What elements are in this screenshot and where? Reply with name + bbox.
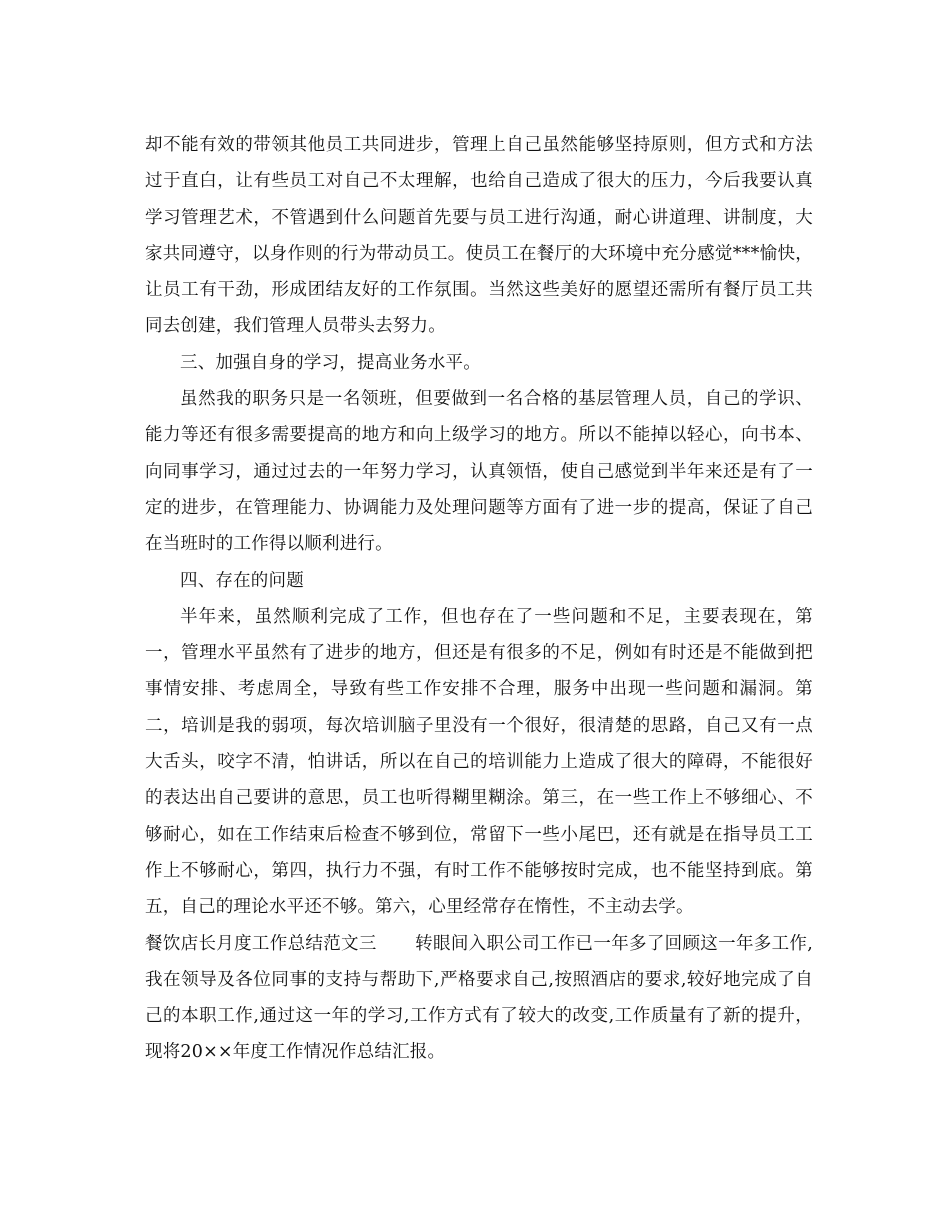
- paragraph-problems: 半年来，虽然顺利完成了工作，但也存在了一些问题和不足，主要表现在，第一，管理水平虽然有了进步的地方，但还是有很多的不足，例如有时还是不能做到把事情安排、考虑周全，导致有些工作安排不合理，服务中出现一些问题和漏洞。第二，培训是我的弱项，每次培训脑子里没有一个很好，很清楚的思路，自己又有一点大舌头，咬字不清，怕讲话，所以在自己的培训能力上造成了很大的障碍，不能很好的表达出自己要讲的意思，员工也听得糊里糊涂。第三，在一些工作上不够细心、不够耐心，如在工作结束后检查不够到位，常留下一些小尾巴，还有就是在指导员工工作上不够耐心，第四，执行力不强，有时工作不能够按时完成，也不能坚持到底。第五，自己的理论水平还不够。第六，心里经常存在惰性，不主动去学。: [145, 606, 813, 918]
- section-heading-study: 三、加强自身的学习，提高业务水平。: [180, 352, 481, 373]
- paragraph-sample-three: [145, 926, 813, 1071]
- section-heading-problems: 四、存在的问题: [180, 570, 304, 591]
- paragraph-management-style: 却不能有效的带领其他员工共同进步，管理上自己虽然能够坚持原则，但方式和方法过于直白，让有些员工对自己不太理解，也给自己造成了很大的压力，今后我要认真学习管理艺术，不管遇到什么问题首先要与员工进行沟通，耐心讲道理、讲制度，大家共同遵守，以身作则的行为带动员工。使员工在餐厅的大环境中充分感觉***愉快，让员工有干劲，形成团结友好的工作氛围。当然这些美好的愿望还需所有餐厅员工共同去创建，我们管理人员带头去努力。: [145, 135, 813, 337]
- sample-body: 转眼间入职公司工作已一年多了回顾这一年多工作,我在领导及各位同事的支持与帮助下,严格要求自己,按照酒店的要求,较好地完成了自己的本职工作,通过这一年的学习,工作方式有了较大的改变,工作质量有了新的提升， 现将20××年度工作情况作总结汇报。: [145, 933, 813, 1063]
- sample-title: 餐饮店长月度工作总结范文三: [145, 933, 377, 954]
- document-body: [145, 127, 813, 1071]
- paragraph-study: 虽然我的职务只是一名领班，但要做到一名合格的基层管理人员，自己的学识、能力等还有很多需要提高的地方和向上级学习的地方。所以不能掉以轻心，向书本、向同事学习，通过过去的一年努力学习，认真领悟，使自己感觉到半年来还是有了一定的进步，在管理能力、协调能力及处理问题等方面有了进一步的提高，保证了自己在当班时的工作得以顺利进行。: [145, 389, 813, 555]
